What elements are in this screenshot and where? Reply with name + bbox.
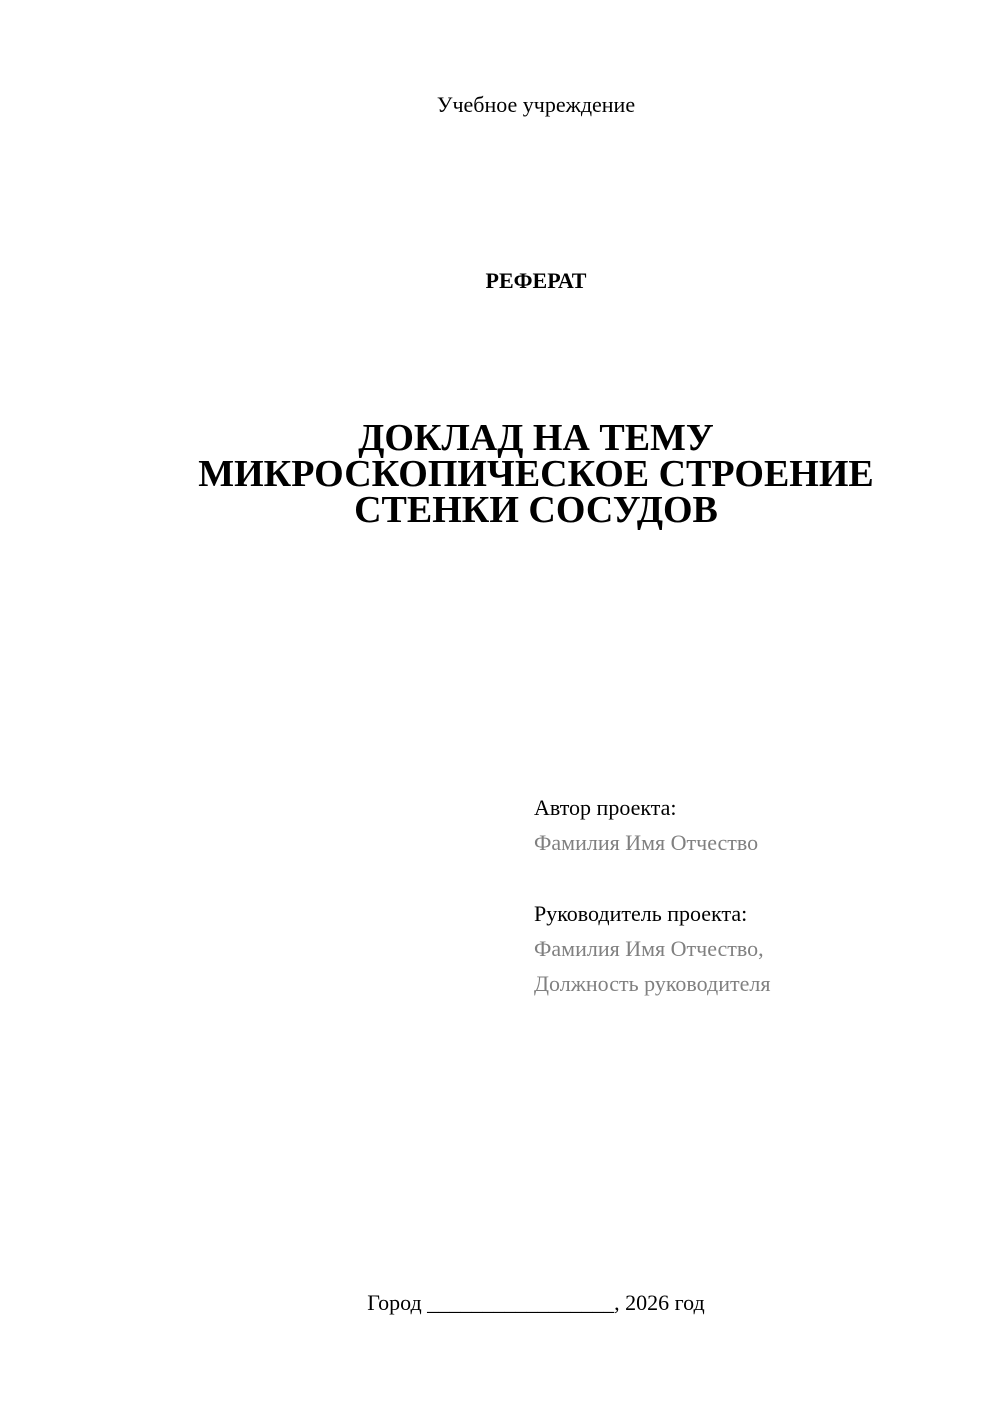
document-title: [0, 417, 1000, 531]
supervisor-position: Должность руководителя: [534, 971, 771, 996]
title-line: МИКРОСКОПИЧЕСКОЕ СТРОЕНИЕ: [198, 453, 874, 495]
supervisor-name: Фамилия Имя Отчество,: [534, 936, 764, 961]
title-line: СТЕНКИ СОСУДОВ: [354, 489, 718, 531]
institution-name: Учебное учреждение: [436, 92, 636, 117]
author-label: Автор проекта:: [534, 795, 677, 820]
city-year-line: Город _________________, 2026 год: [367, 1290, 705, 1315]
author-name: Фамилия Имя Отчество: [534, 830, 759, 855]
document-type: РЕФЕРАТ: [485, 268, 587, 293]
authors-block: [534, 790, 974, 1001]
title-line: ДОКЛАД НА ТЕМУ: [358, 417, 714, 459]
supervisor-label: Руководитель проекта:: [534, 901, 748, 926]
